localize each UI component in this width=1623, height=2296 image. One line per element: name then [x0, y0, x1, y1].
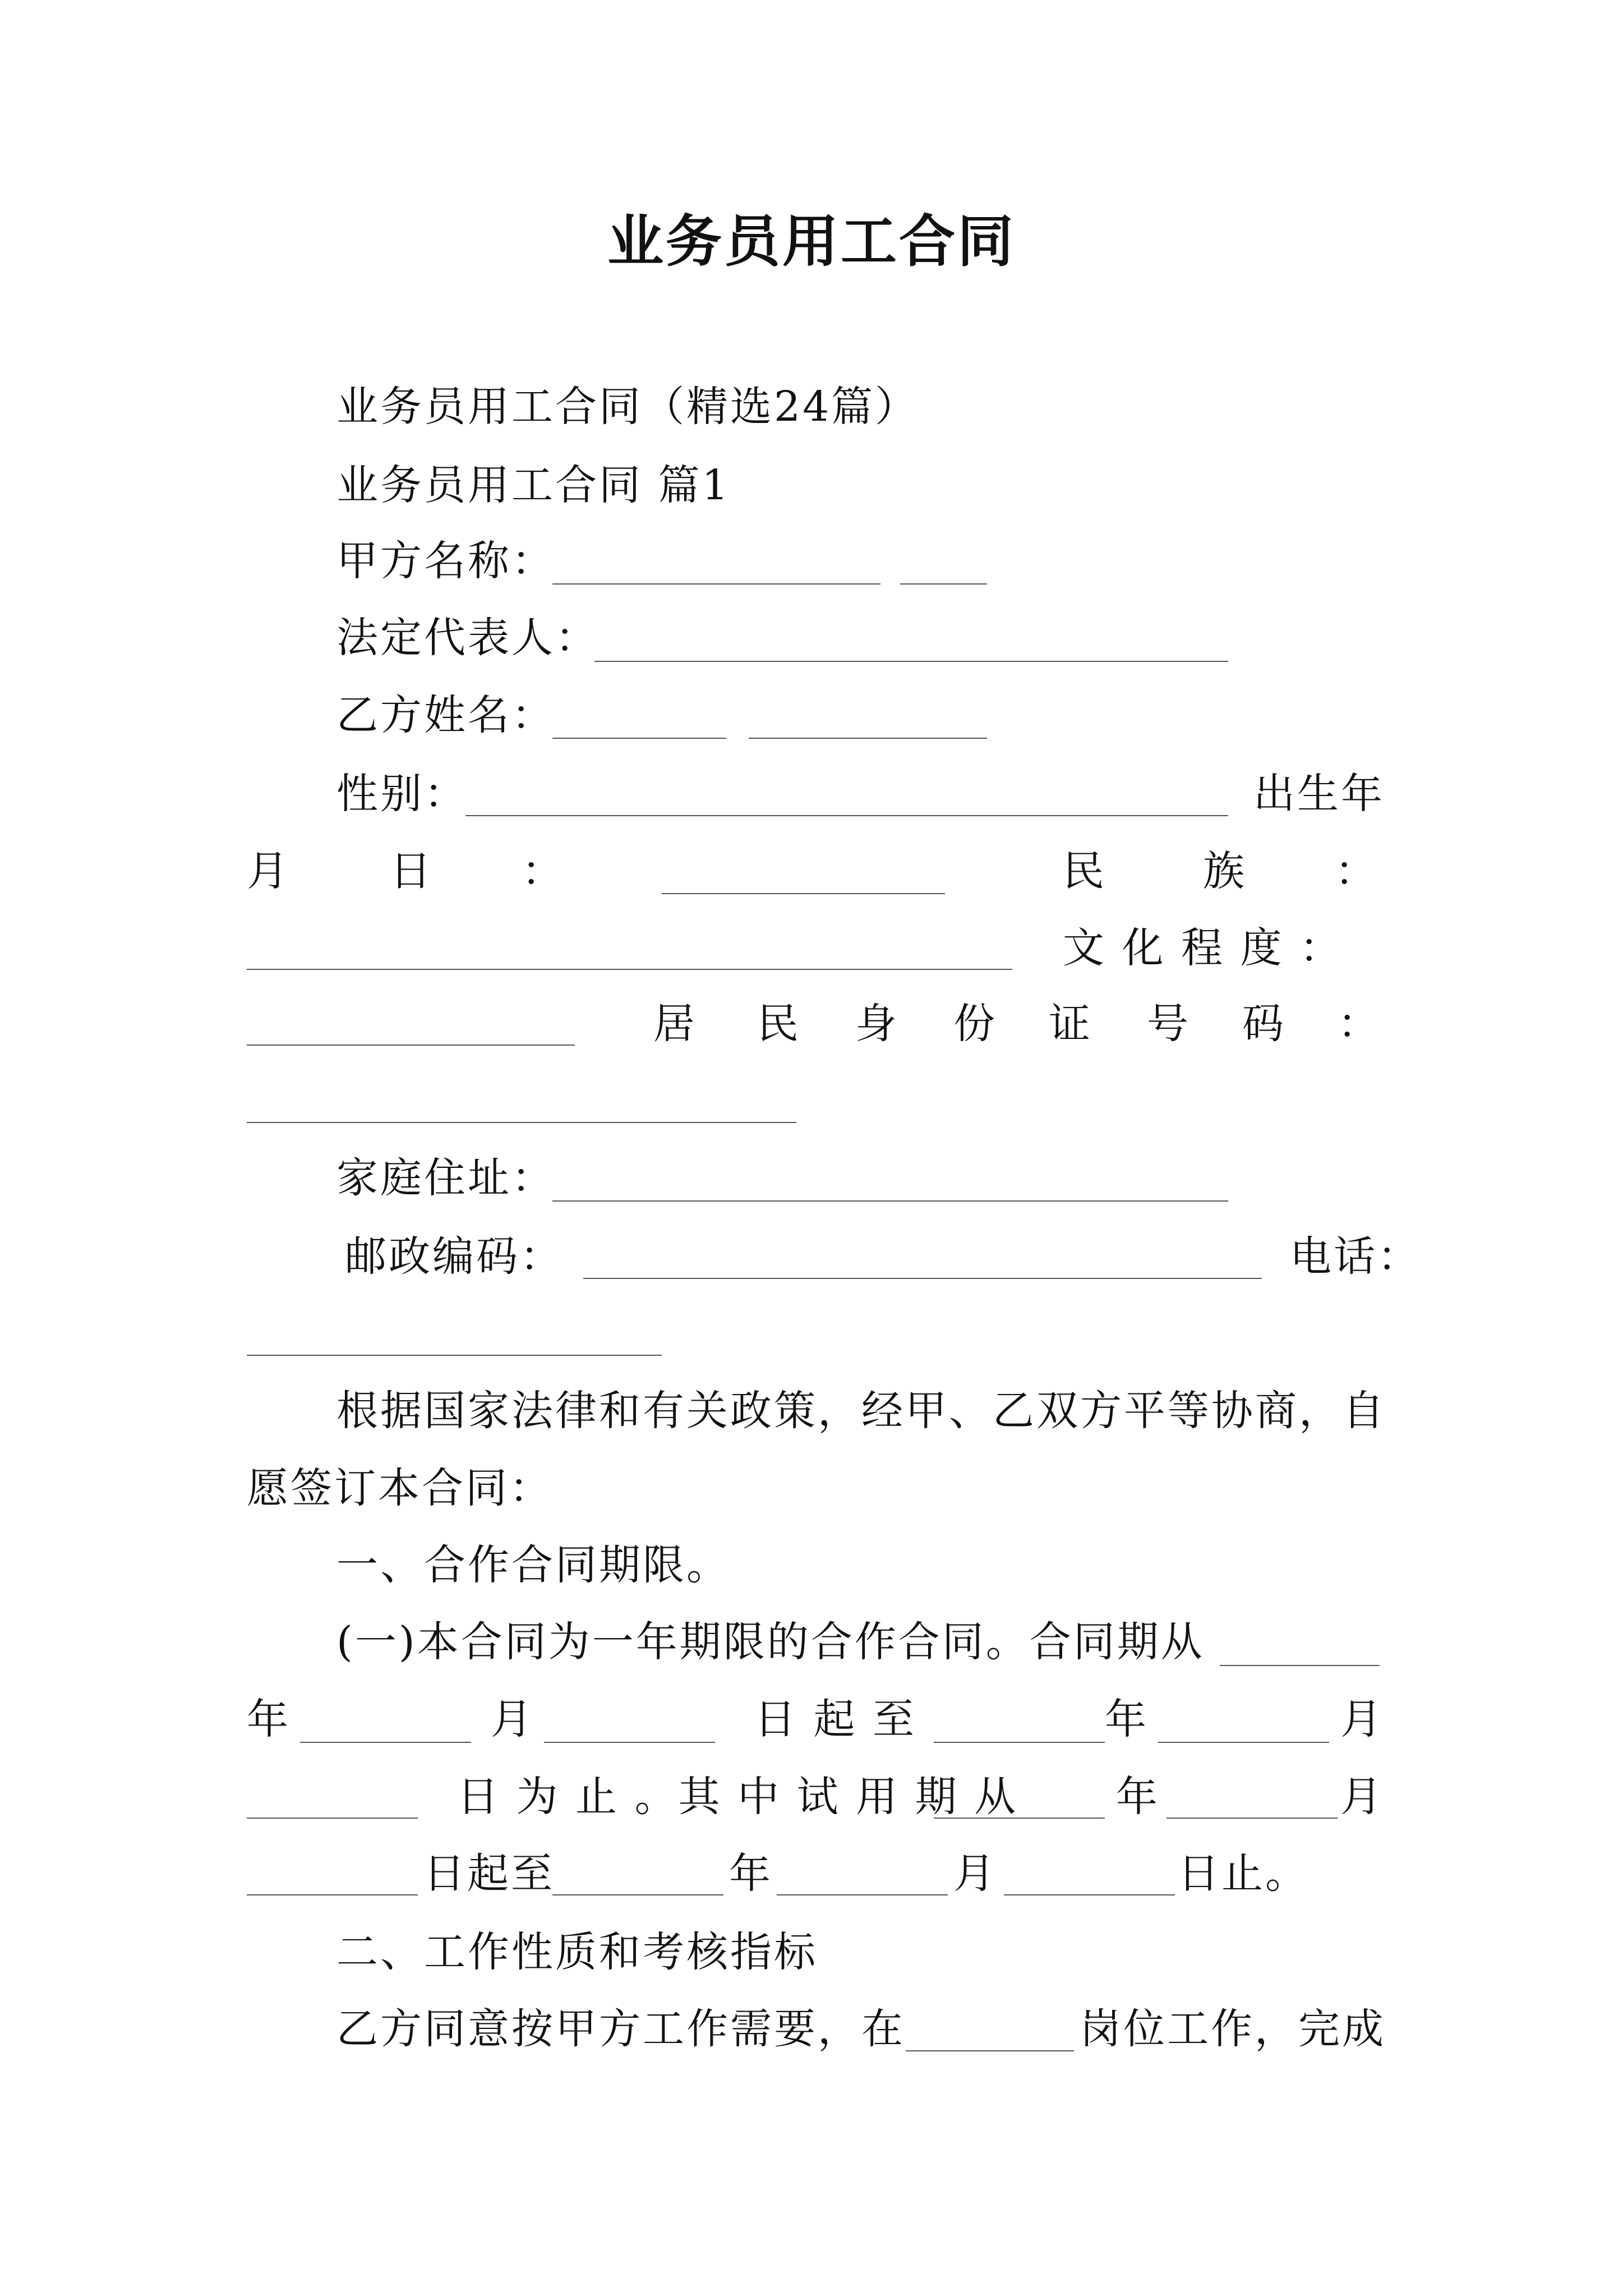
probation-start-day-blank: [247, 1894, 418, 1895]
phone-label: 电话：: [1290, 1232, 1421, 1281]
clause-1-probation-from-to: 日起至: [423, 1849, 555, 1898]
clause-1-probation-label: 日 为 止 。其 中 试 用 期 从: [457, 1773, 1018, 1821]
education-label: 文 化 程 度 ：: [1063, 924, 1344, 972]
id-label-char-1: 居: [653, 1000, 697, 1048]
id-number-blank: [247, 1122, 796, 1123]
birth-month-label: 月: [247, 847, 291, 895]
gender-blank: [465, 815, 1228, 816]
postal-blank: [583, 1278, 1262, 1279]
clause-1-end-year-label: 年: [1105, 1695, 1149, 1743]
document-subtitle: 业务员用工合同（精选24篇）: [336, 383, 919, 431]
legal-rep-blank: [594, 661, 1228, 662]
contract-start-year-blank: [1220, 1665, 1380, 1666]
position-blank: [906, 2050, 1074, 2051]
clause-1-probation-end-year: 年: [729, 1849, 773, 1898]
education-blank: [247, 1045, 575, 1046]
id-label-colon: ：: [1338, 1000, 1381, 1048]
probation-start-year-blank: [934, 1818, 1105, 1819]
birth-colon: ：: [522, 847, 565, 895]
address-label: 家庭住址：: [336, 1154, 555, 1202]
id-label-char-4: 份: [953, 1000, 997, 1048]
id-label-char-6: 号: [1147, 1000, 1191, 1048]
clause-2-text-b: 岗位工作，完成: [1080, 2005, 1386, 2053]
probation-end-day-blank: [1004, 1894, 1175, 1895]
phone-blank: [247, 1355, 662, 1356]
probation-end-year-blank: [552, 1894, 723, 1895]
contract-end-day-blank: [247, 1818, 418, 1819]
probation-start-month-blank: [1166, 1818, 1338, 1819]
clause-1-probation-year-label: 年: [1116, 1773, 1160, 1821]
postal-label: 邮政编码：: [345, 1232, 564, 1281]
address-blank: [552, 1200, 1228, 1202]
contract-end-month-blank: [1158, 1742, 1329, 1743]
clause-1-end-month-label: 月: [1340, 1695, 1384, 1743]
birth-year-label: 出生年: [1253, 770, 1385, 818]
clause-1-probation-end-month: 月: [953, 1849, 997, 1898]
ethnicity-label-2: 族: [1203, 847, 1247, 895]
id-label-char-7: 码: [1242, 1000, 1286, 1048]
clause-1-probation-month-label: 月: [1340, 1773, 1384, 1821]
probation-end-month-blank: [777, 1894, 948, 1895]
id-label-char-2: 民: [757, 1000, 801, 1048]
clause-1-probation-end: 日止。: [1178, 1849, 1309, 1898]
party-b-name-label: 乙方姓名：: [336, 691, 555, 739]
document-title: 业务员用工合同: [607, 208, 1016, 274]
ethnicity-label-1: 民: [1063, 847, 1106, 895]
contract-end-year-blank: [934, 1742, 1105, 1743]
party-b-name-blank-2: [749, 738, 987, 739]
party-b-name-blank: [552, 738, 726, 739]
party-a-name-label: 甲方名称：: [336, 537, 555, 585]
ethnicity-blank: [247, 969, 1012, 970]
clause-1-title: 一、合作合同期限。: [336, 1541, 730, 1589]
contract-start-day-blank: [544, 1742, 715, 1743]
intro-line-1: 根据国家法律和有关政策，经甲、乙双方平等协商，自: [336, 1387, 1386, 1435]
party-a-name-blank-2: [900, 583, 987, 585]
clause-2-text-a: 乙方同意按甲方工作需要，在: [336, 2005, 905, 2053]
legal-rep-label: 法定代表人：: [336, 614, 599, 662]
gender-label: 性别：: [336, 770, 468, 818]
clause-1-year-label: 年: [247, 1695, 291, 1743]
ethnicity-colon: ：: [1335, 847, 1378, 895]
section-heading: 业务员用工合同 篇1: [336, 461, 731, 509]
clause-2-title: 二、工作性质和考核指标: [336, 1928, 818, 1976]
party-a-name-blank: [552, 583, 880, 585]
contract-start-month-blank: [300, 1742, 471, 1743]
birth-day-label: 日: [390, 847, 434, 895]
id-label-char-3: 身: [855, 1000, 899, 1048]
id-label-char-5: 证: [1049, 1000, 1092, 1048]
clause-1-text: (一)本合同为一年期限的合作合同。合同期从: [336, 1618, 1205, 1666]
clause-1-from-to-label: 日 起 至: [754, 1695, 917, 1743]
clause-1-month-label: 月: [491, 1695, 534, 1743]
birth-date-blank: [662, 893, 945, 894]
intro-line-2: 愿签订本合同：: [247, 1464, 553, 1512]
